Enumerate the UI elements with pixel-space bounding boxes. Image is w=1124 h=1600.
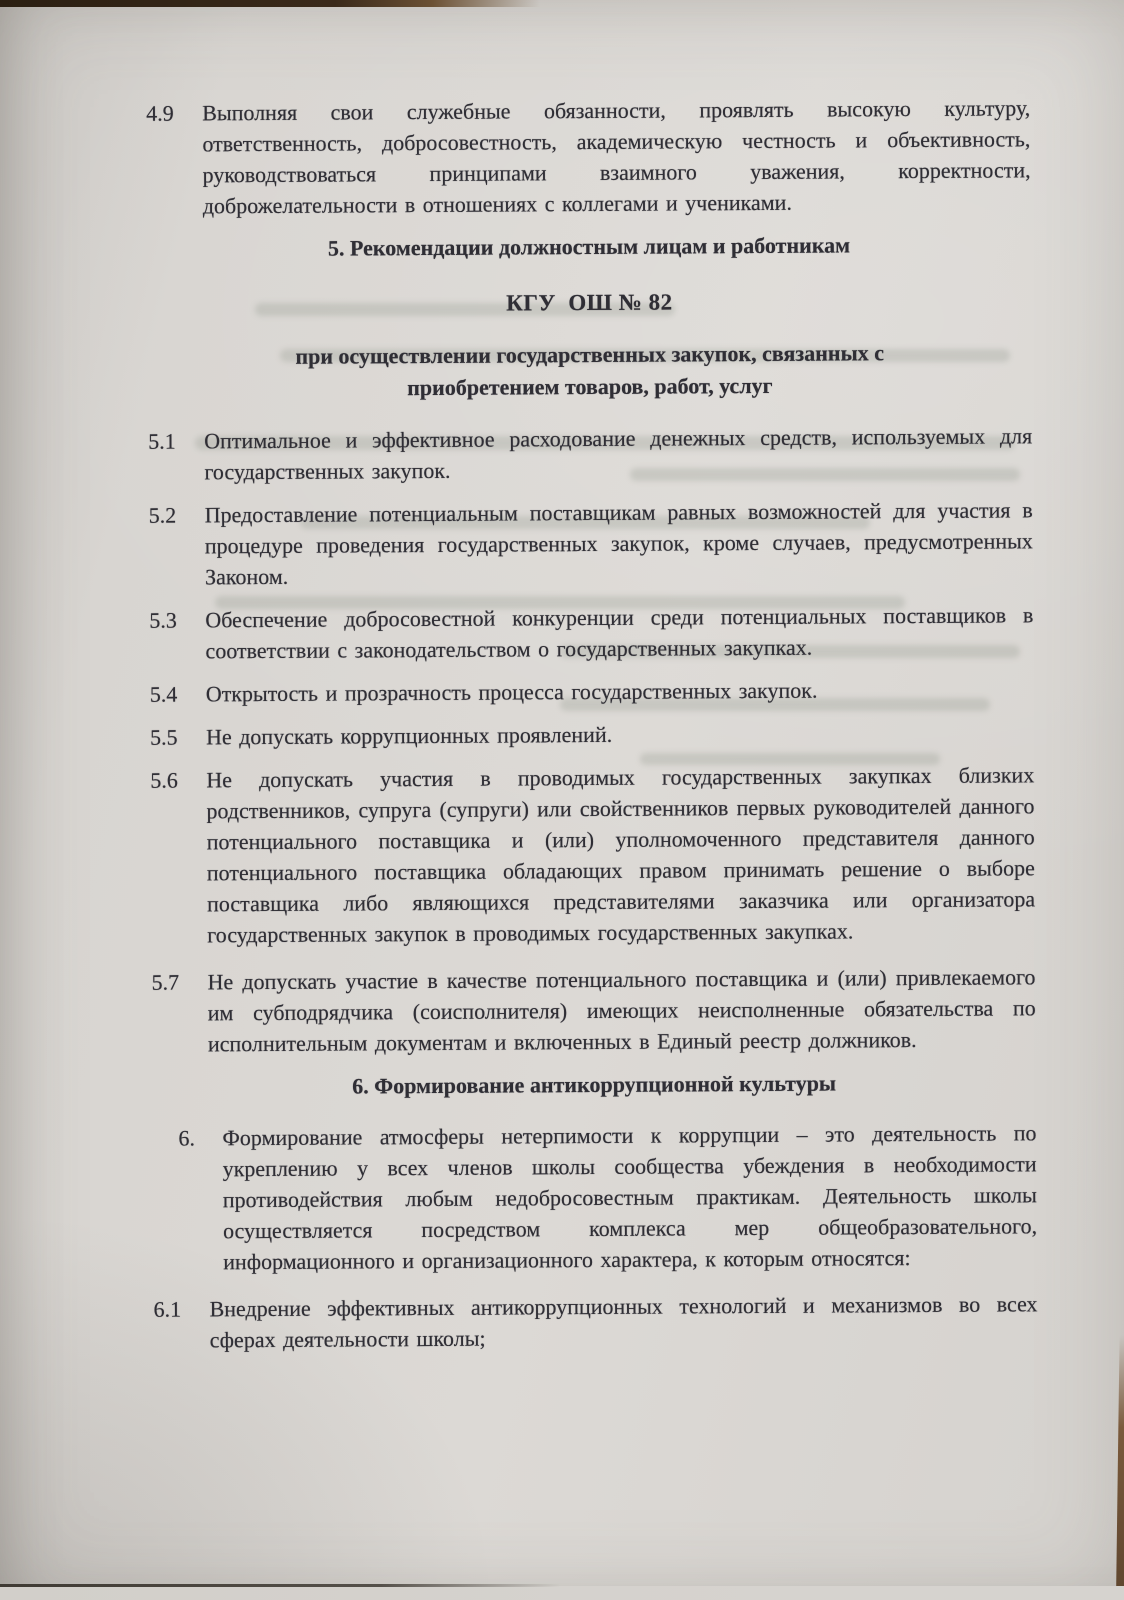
- item-text: Не допускать коррупционных проявлений.: [205, 721, 613, 750]
- item-text: Предоставление потенциальным поставщикам равных возможностей для участия в процедуре проведения государственных закупок, кроме случаев, предусмотренных Законом.: [204, 497, 1033, 590]
- list-item-5-3: [149, 599, 1033, 666]
- item-number: 6.: [178, 1125, 196, 1151]
- list-item-5-6: [150, 759, 1035, 950]
- document-text-block: [146, 92, 1038, 1367]
- item-number: 5.7: [151, 969, 180, 995]
- item-number: 5.2: [148, 502, 177, 528]
- item-number: 6.1: [153, 1296, 182, 1322]
- item-number: 4.9: [146, 100, 174, 126]
- underlying-sheet-edge: [0, 1586, 1124, 1600]
- list-item-5-5: [150, 716, 1034, 752]
- list-item-6-1: [153, 1288, 1037, 1355]
- section-6-heading: 6. Формирование антикоррупционной культуры: [352, 1070, 837, 1099]
- organization-name-heading: КГУ ОШ № 82: [506, 289, 673, 316]
- list-item-4-9: [146, 92, 1031, 221]
- item-text: Не допускать участие в качестве потенциального поставщика и (или) привлекаемого им субподрядчика (соисполнителя) имеющих неисполненные обязательства по исполнительным документам и включенных в Единый реестр должников.: [207, 964, 1036, 1057]
- item-number: 5.6: [150, 767, 178, 793]
- item-number: 5.1: [148, 428, 176, 454]
- item-number: 5.3: [149, 607, 177, 633]
- photo-top-edge-artifact: [0, 0, 540, 7]
- section-5-subtitle: при осуществлении государственных закупок, связанных с приобретением товаров, работ, услуг: [295, 340, 885, 401]
- list-item-5-2: [149, 494, 1034, 592]
- item-text: Открытость и прозрачность процесса государственных закупок.: [205, 677, 818, 707]
- list-item-5-7: [151, 961, 1036, 1059]
- item-text: Не допускать участия в проводимых государственных закупках близких родственников, супруга (супруги) или свойственников первых руководителей данного потенциального поставщика и (или) уполномоченного представителя данного потенциального поставщика обладающих правом принимать решение о выборе поставщика либо являющихся представителями заказчика или организатора государственных закупок в проводимых государственных закупках.: [206, 762, 1036, 948]
- list-item-5-1: [148, 420, 1032, 487]
- item-number: 5.4: [149, 681, 178, 707]
- item-text: Оптимальное и эффективное расходование денежных средств, используемых для государственных закупок.: [204, 423, 1033, 485]
- item-text: Обеспечение добросовестной конкуренции среди потенциальных поставщиков в соответствии с законодательством о государственных закупках.: [205, 602, 1034, 664]
- page-bottom-edge-line: [0, 1584, 560, 1587]
- list-item-6: [178, 1117, 1037, 1277]
- item-text: Выполняя свои служебные обязанности, проявлять высокую культуру, ответственность, добросовестность, академическую честность и объективность, руководствоваться принципами взаимного уважения, корректности, доброжелательности в отношениях с коллегами и учениками.: [202, 95, 1031, 219]
- photo-right-edge-artifact: [1116, 1335, 1124, 1600]
- item-text: Формирование атмосферы нетерпимости к коррупции – это деятельность по укреплению у всех членов школы сообщества убеждения в необходимости противодействия любым недобросовестным практикам. Деятельность школы осуществляется посредством комплекса мер общеобразовательного, информационного и организационного характера, к которым относятся:: [222, 1120, 1038, 1275]
- list-item-5-4: [150, 673, 1034, 709]
- item-text: Внедрение эффективных антикоррупционных технологий и механизмов во всех сферах деятельности школы;: [209, 1291, 1038, 1353]
- item-number: 5.5: [149, 724, 178, 750]
- section-5-heading: 5. Рекомендации должностным лицам и работникам: [327, 232, 851, 261]
